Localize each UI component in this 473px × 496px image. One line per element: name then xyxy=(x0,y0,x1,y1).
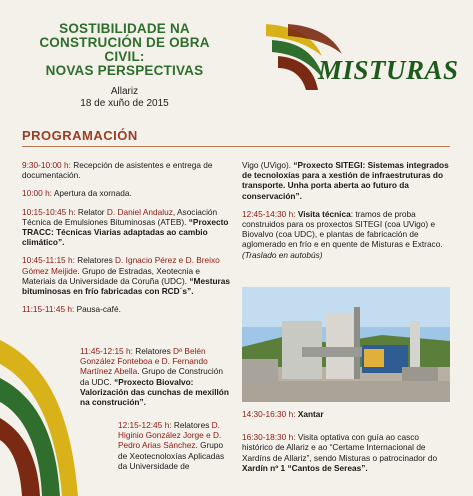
talk-title: “Mesturas bituminosas en frío fabricadas con RCD´s”. xyxy=(22,275,230,297)
speaker-names: Dª Belén González Fonteboa e D. Fernando Martínez Abella xyxy=(80,346,208,377)
section-divider xyxy=(22,146,450,147)
item-text: Pausa-café. xyxy=(76,304,121,315)
event-title-line-3: CIVIL: xyxy=(104,49,145,64)
item-time: 12:45-14:30 h: xyxy=(242,208,296,219)
item-time: 10:15-10:45 h: xyxy=(22,206,76,217)
program-item xyxy=(22,255,232,296)
item-time: 16:30-18:30 h: xyxy=(242,432,296,443)
item-time: 11:15-11:45 h: xyxy=(22,304,75,315)
talk-title: “Proxecto SITEGI: Sistemas integrados de tecnoloxías para a xestión de infraestruturas do transporte. Unha porta aberta ao futuro da conservación”. xyxy=(242,160,449,201)
item-text: Apertura da xornada. xyxy=(53,188,132,199)
program-item xyxy=(242,209,452,250)
speaker-org: . Grupo de Estradas, Xeotecnia e Materiais da Universidade da Coruña (UDC). xyxy=(22,265,201,286)
visit-note: (Traslado en autobús) xyxy=(242,249,323,260)
program-item xyxy=(242,409,452,419)
program-right-column xyxy=(242,160,452,268)
item-time: 10:00 h: xyxy=(22,188,52,199)
program-right-column-2 xyxy=(242,409,452,481)
item-text: Visita optativa con guía ao casco histórico de Allariz e ao “Certame Internacional de Xardíns de Allariz”, sendo Misturas o patrocinador do xyxy=(242,432,438,463)
speaker-names: D. Daniel Andaluz xyxy=(106,206,173,217)
speaker-org: . Grupo de Construción da UDC. xyxy=(80,366,223,387)
event-title xyxy=(22,22,227,78)
program-item xyxy=(242,160,452,201)
item-text: Vigo (UVigo). xyxy=(242,160,292,170)
program-item xyxy=(22,207,232,248)
item-time: 12:15-12:45 h: xyxy=(118,420,172,430)
event-title-line-4: NOVAS PERSPECTIVAS xyxy=(45,63,204,78)
speaker-org: . Grupo de Xeotecnoloxías Aplicadas da Universidade de xyxy=(118,440,225,471)
talk-title: “Proxecto Biovalvo: Valorización das cunchas de mexillón na construción”. xyxy=(80,376,229,408)
decorative-stripes-icon xyxy=(0,330,120,496)
item-prefix: Relator xyxy=(77,206,105,217)
item-time: 9:30-10:00 h: xyxy=(22,160,71,170)
event-place-date xyxy=(22,86,227,110)
program-left-column xyxy=(22,160,232,322)
program-item xyxy=(22,304,232,314)
item-time: 10:45-11:15 h: xyxy=(22,255,75,266)
garden-name: Xardín nº 1 “Cantos de Sereas”. xyxy=(242,462,368,473)
event-date: 18 de xuño de 2015 xyxy=(80,98,169,109)
item-text: : tramos de proba construidos para os proxectos SITEGI (coa UVigo) e Biovalvo (coa UDC), e plantas de fabricación de aglomerado en frío e en quente de Misturas e Extraco. xyxy=(242,208,443,250)
item-time: 14:30-16:30 h: xyxy=(242,409,296,419)
event-place: Allariz xyxy=(110,86,139,97)
event-title-line-2: CONSTRUCIÓN DE OBRA xyxy=(39,35,210,50)
program-item xyxy=(242,432,452,473)
misturas-logo-text: MISTURAS xyxy=(318,55,459,85)
section-title: PROGRAMACIÓN xyxy=(22,128,138,143)
item-time: 11:45-12:15 h: xyxy=(80,346,133,356)
talk-title: “Proxecto TRACC: Técnicas Viarias adaptadas ao cambio climático”. xyxy=(22,216,229,248)
item-text: Recepción de asistentes e entrega de documentación. xyxy=(22,160,213,181)
speaker-org: , Asociación Técnica de Emulsiones Bituminosas (ATEB). xyxy=(22,206,218,227)
item-text: Xantar xyxy=(297,409,324,419)
program-item xyxy=(118,420,232,471)
program-item xyxy=(22,160,232,180)
program-item xyxy=(22,188,232,198)
asphalt-plant-photo xyxy=(242,287,450,402)
visit-label: Visita técnica xyxy=(297,208,351,219)
event-title-line-1: SOSTIBILIDADE NA xyxy=(59,21,190,36)
item-prefix: Relatores xyxy=(135,346,171,356)
speaker-names: D. Higinio González Jorge e D. Pedro Arias Sánchez xyxy=(118,420,222,451)
speaker-names: D. Ignacio Pérez e D. Breixo Gómez Meijide xyxy=(22,255,220,276)
program-left-indented-2 xyxy=(118,420,232,479)
item-prefix: Relatores xyxy=(77,255,113,266)
item-prefix: Relatores xyxy=(173,420,210,430)
